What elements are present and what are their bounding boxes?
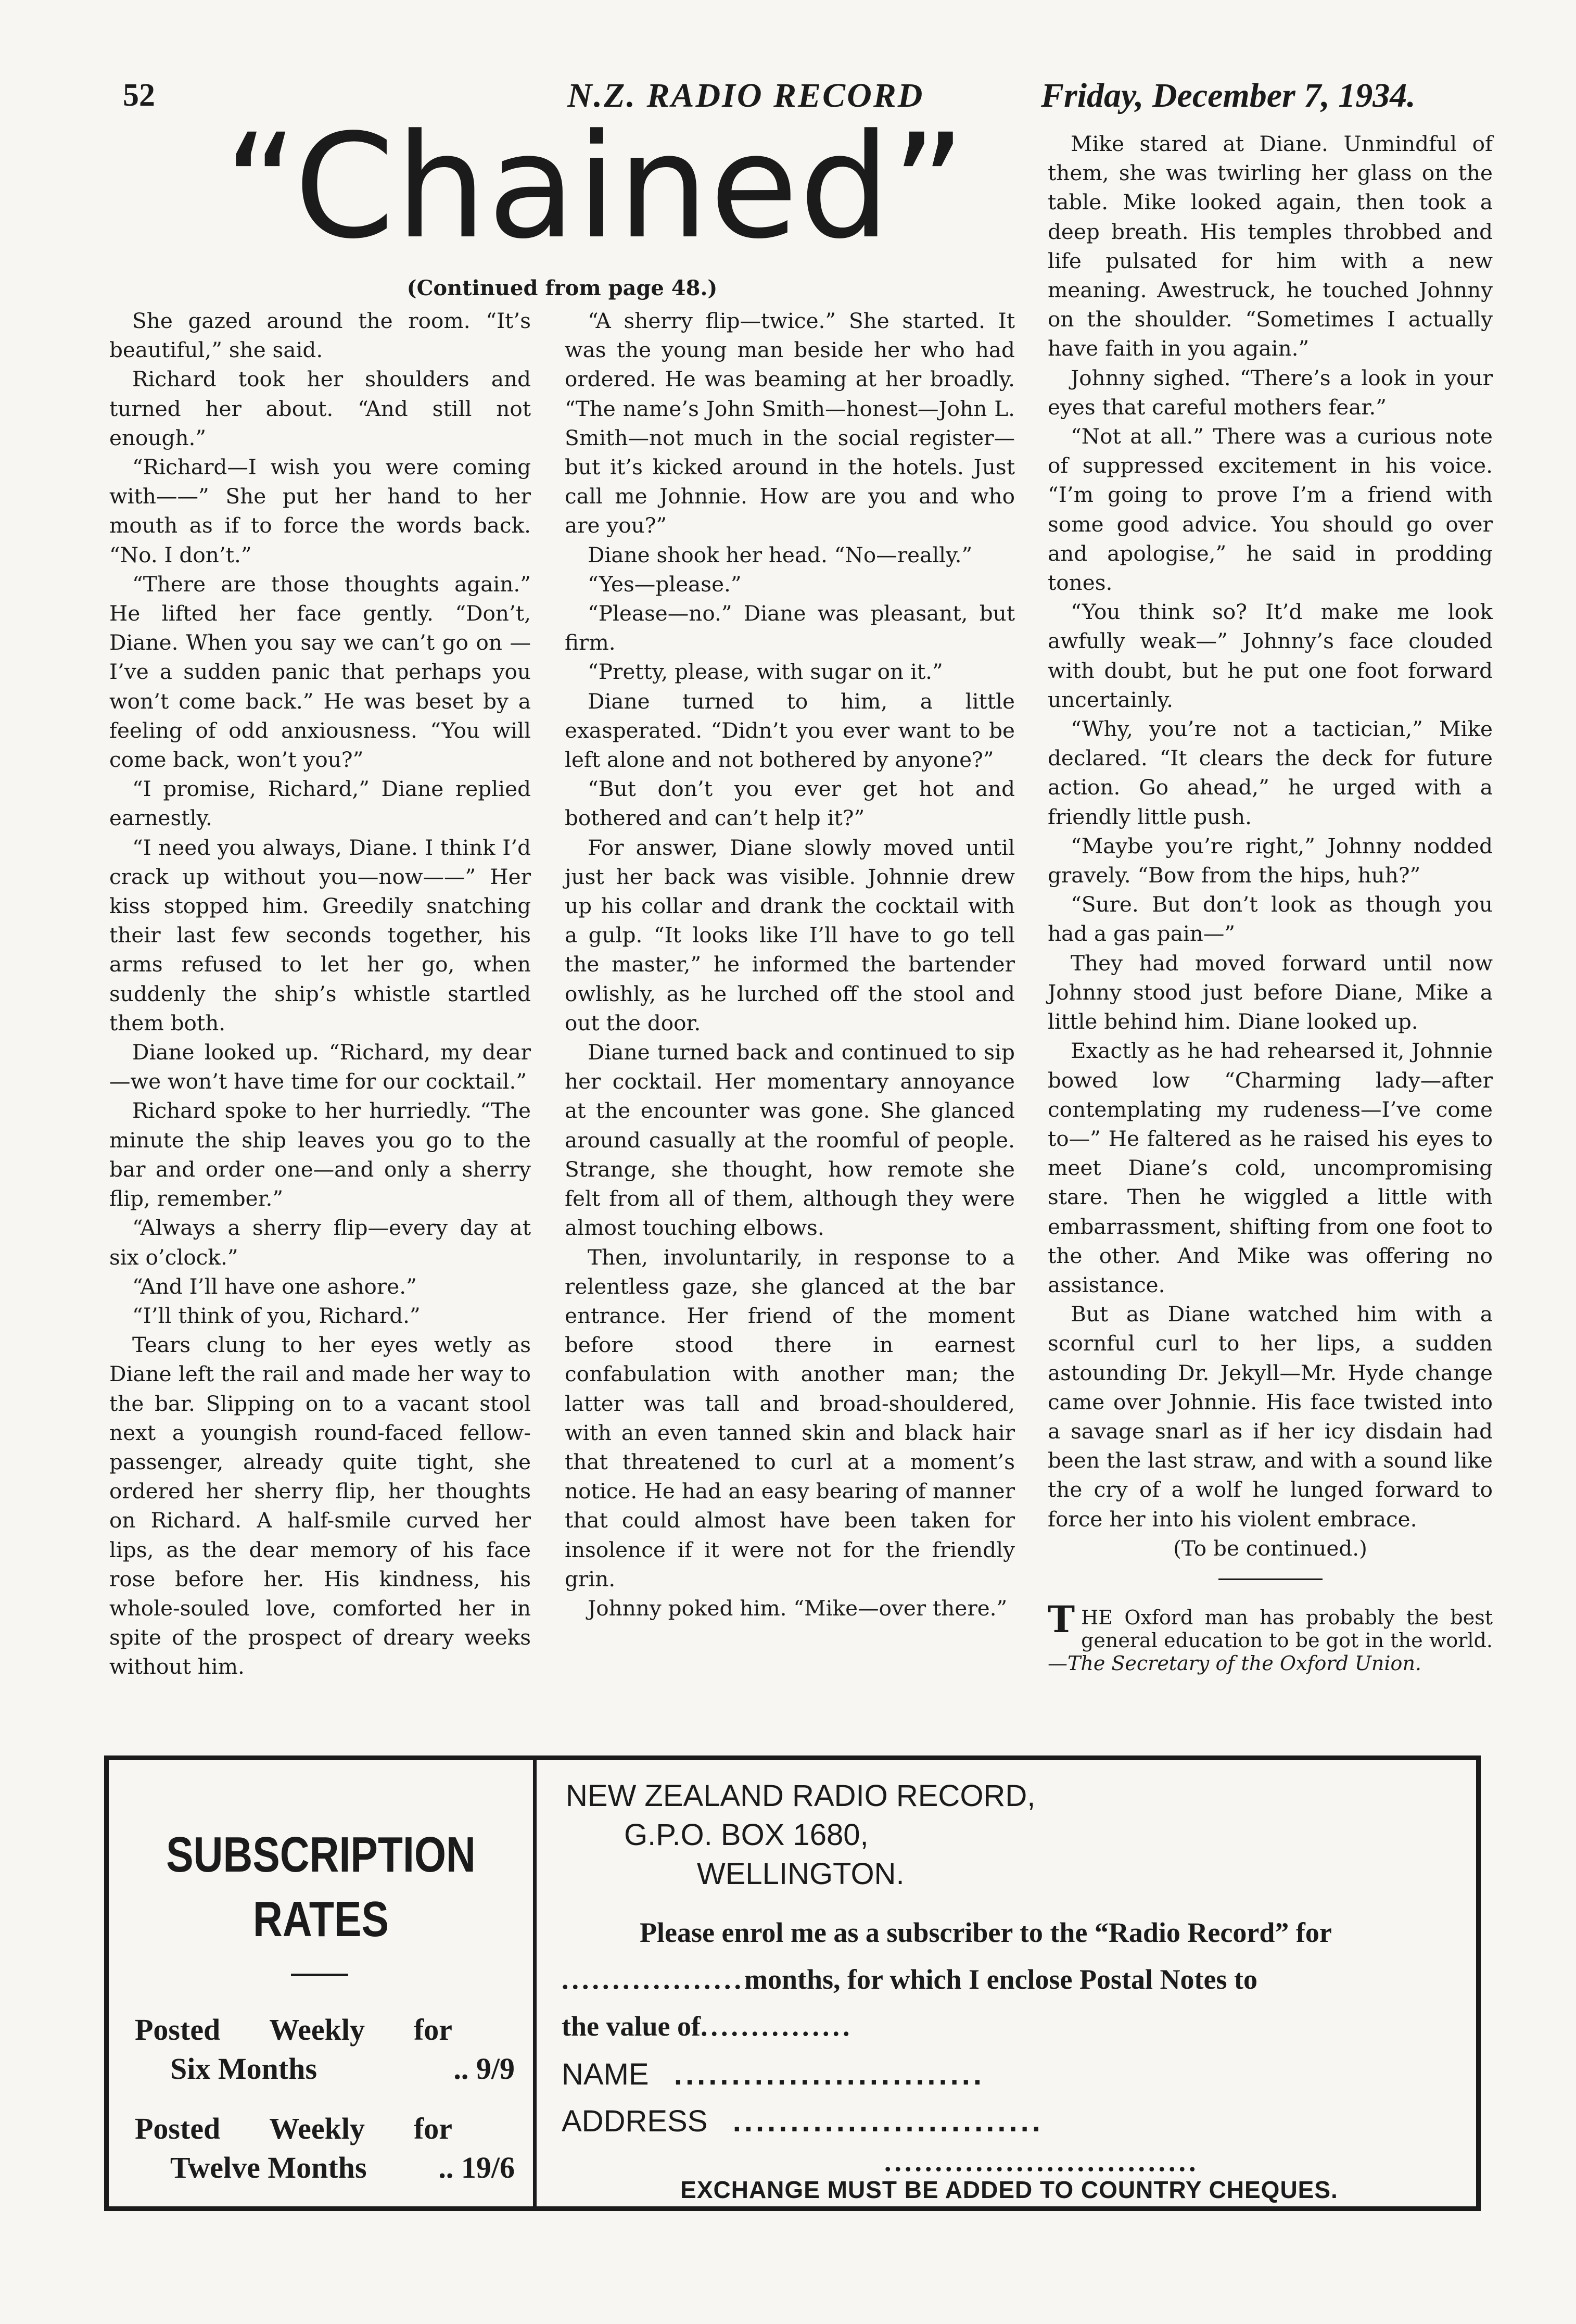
rate-period: Six Months [170,2052,317,2086]
paragraph: Richard took her shoulders and turned her about. “And still not enough.” [109,367,531,450]
value-line [562,2010,853,2042]
enrol-text: Please enrol me as a subscriber to the “Radio Record” for [640,1917,1332,1948]
subscription-rates-panel [109,1760,537,2206]
paragraph: “Yes—please.” [588,571,742,597]
rate-text: for [413,2013,452,2047]
name-line [562,2057,985,2092]
paragraph: “Richard—I wish you were coming with——” She put her hand to her mouth as if to force the words back. “No. I don’t.” [109,454,531,567]
paragraph: Johnny sighed. “There’s a look in your eyes that careful mothers fear.” [1048,365,1493,420]
rate-price: .. 9/9 [453,2052,515,2086]
paragraph: “Not at all.” There was a curious note of suppressed excitement in his voice. “I’m going to prove I’m a friend with some good advice. You should go over and apologise,” he said in prodding tones. [1048,424,1493,596]
paragraph: Johnny poked him. “Mike—over there.” [588,1595,1008,1621]
rate-text: Posted [135,2013,221,2047]
name-label: NAME [562,2057,649,2091]
address-form-line [562,2104,1044,2139]
rate-price: .. 19/6 [438,2151,515,2184]
value-blank[interactable]: ............... [700,2011,853,2042]
paragraph: Mike stared at Diane. Unmindful of them, she was twirling her glass on the table. Mike looked again, then took a deep breath. His temples throbbed and life pulsated for him with a new meaning. Awestruck, he touched Johnny on the shoulder. “Sometimes I actually have faith in you again.” [1048,131,1493,361]
heading-line: RATES [253,1891,389,1947]
paragraph: “Why, you’re not a tactician,” Mike declared. “It clears the deck for future action. Go ahead,” he urged with a friendly little push. [1048,716,1493,829]
paragraph: Diane turned back and continued to sip her cocktail. Her momentary annoyance at the encounter was gone. She glanced around casually at the roomful of people. Strange, she thought, how remote she felt from all of them, although they were almost touching elbows. [565,1040,1015,1241]
paragraph: “I’ll think of you, Richard.” [132,1303,421,1328]
heading-line: SUBSCRIPTION [166,1827,476,1883]
months-text: months, for which I enclose Postal Notes to [744,1964,1257,1995]
story-title: “Chained” [224,104,967,271]
publication-title: N.Z. RADIO RECORD [567,77,924,115]
paragraph: Exactly as he had rehearsed it, Johnnie bowed low “Charming lady—after contemplating my rudeness—I’ve come to—” He faltered as he raised his eyes to meet Diane’s cold, uncompromising stare. Then he wiggled a little with embarrassment, shifting from one foot to the other. And Mike was offering no assistance. [1048,1038,1493,1297]
paragraph: Diane turned to him, a little exasperated. “Didn’t you ever want to be left alone and not bothered by anyone?” [565,688,1015,773]
paragraph: “Pretty, please, with sugar on it.” [588,659,943,685]
paragraph: Richard spoke to her hurriedly. “The minute the ship leaves you go to the bar and order one—and only a sherry flip, remember.” [109,1098,531,1211]
paragraph: “You think so? It’d make me look awfully weak—” Johnny’s face clouded with doubt, but he put one foot forward uncertainly. [1048,599,1493,712]
address-blank[interactable]: ........................... [732,2104,1044,2138]
paragraph: “But don’t you ever get hot and bothered and can’t help it?” [565,776,1015,831]
rate-six-months [135,2010,515,2088]
paragraph: “I need you always, Diane. I think I’d crack up without you—now——” Her kiss stopped him. Greedily snatching their last few seconds together, his arms refused to let her go, when suddenly the ship’s whistle startled them both. [109,835,531,1035]
paragraph: “Please—no.” Diane was pleasant, but firm. [565,601,1015,655]
divider-rule [1218,1578,1323,1580]
paragraph: For answer, Diane slowly moved until just her back was visible. Johnnie drew up his collar and drank the cocktail with a gulp. “It looks like I’ll have to go tell the master,” he informed the bartender owlishly, as he lurched off the stool and out the door. [565,835,1015,1035]
address-line: NEW ZEALAND RADIO RECORD, [566,1779,1036,1813]
to-be-continued: (To be continued.) [1173,1535,1367,1561]
rate-text: Posted [135,2112,221,2145]
paragraph: “There are those thoughts again.” He lifted her face gently. “Don’t, Diane. When you say we can’t go on —I’ve a sudden panic that perhaps you won’t come back.” He was beset by a feeling of odd anxiousness. “You will come back, won’t you?” [109,571,531,773]
continued-note: (Continued from page 48.) [406,276,718,300]
paragraph: “A sherry flip—twice.” She started. It was the young man beside her who had ordered. He was beaming at her broadly. “The name’s John Smith—honest—John L. Smith—not much in the social register—but it’s kicked around in the hotels. Just call me Johnnie. How are you and who are you?” [565,308,1015,538]
subscription-heading [147,1823,494,1952]
address-blank-dots: ............................... [884,2146,1199,2177]
drop-cap: T [1048,1597,1075,1641]
page-number: 52 [123,78,155,113]
issue-date: Friday, December 7, 1934. [1041,77,1416,115]
heading-divider [291,1974,348,1976]
paragraph: Diane shook her head. “No—really.” [588,542,973,567]
address-blank-2[interactable] [884,2145,1199,2178]
rate-text: for [413,2112,452,2145]
paragraph: “And I’ll have one ashore.” [132,1273,417,1299]
rate-text: Weekly [269,2112,365,2145]
paragraph: “Maybe you’re right,” Johnny nodded gravely. “Bow from the hips, huh?” [1048,833,1493,888]
paragraph: She gazed around the room. “It’s beautiful,” she said. [109,308,531,363]
paragraph: They had moved forward until now Johnny stood just before Diane, Mike a little behind him. Diane looked up. [1048,950,1493,1034]
rate-twelve-months [135,2109,515,2187]
paragraph: “Sure. But don’t look as though you had a gas pain—” [1048,892,1493,946]
paragraph: “I promise, Richard,” Diane replied earnestly. [109,776,531,831]
address-line: G.P.O. BOX 1680, [624,1818,869,1852]
address-label: ADDRESS [562,2104,708,2138]
paragraph: But as Diane watched him with a scornful curl to her lips, a sudden astounding Dr. Jekyll—Mr. Hyde change came over Johnnie. His face twisted into a savage snarl as if her icy disdain had been the last straw, and with a sound like the cry of a wolf he lunged forward to force her into his violent embrace. [1048,1302,1493,1532]
story-column-2 [565,306,1015,1623]
filler-quote [1048,1597,1493,1675]
paragraph: Then, involuntarily, in response to a relentless gaze, she glanced at the bar entrance. Her friend of the moment before stood there in earnest confabulation with another man; the latter was tall and broad-shouldered, with an even tanned skin and black hair that threatened to curl at a moment’s notice. He had an easy bearing of manner that could almost have been taken for insolence if it were not for the friendly grin. [565,1244,1015,1592]
months-blank[interactable]: .................. [562,1964,744,1995]
exchange-notice: EXCHANGE MUST BE ADDED TO COUNTRY CHEQUES. [680,2176,1338,2203]
story-column-3 [1048,129,1493,1675]
paragraph: Tears clung to her eyes wetly as Diane left the rail and made her way to the bar. Slipping on to a vacant stool next a youngish round-faced fellow-passenger, already quite tight, she ordered her sherry flip, her thoughts on Richard. A half-smile curved her lips, as the dear memory of his face rose before her. His kindness, his whole-souled love, comforted her in spite of the prospect of dreary weeks without him. [109,1332,531,1679]
address-line: WELLINGTON. [697,1857,905,1891]
rate-period: Twelve Months [170,2151,367,2184]
months-line [562,1963,1257,1995]
value-text: the value of [562,2011,701,2042]
filler-attribution: The Secretary of the Oxford Union. [1067,1651,1421,1675]
subscription-form-panel [546,1760,1472,2206]
name-blank[interactable]: ........................... [673,2057,985,2091]
filler-text: HE Oxford man has probably the best general education to be got in the world.— [1048,1606,1493,1675]
subscription-coupon [104,1755,1481,2211]
paragraph: “Always a sherry flip—every day at six o’clock.” [109,1215,531,1270]
paragraph: Diane looked up. “Richard, my dear—we won’t have time for our cocktail.” [109,1040,531,1094]
story-column-1 [109,306,531,1682]
rate-text: Weekly [269,2013,365,2047]
